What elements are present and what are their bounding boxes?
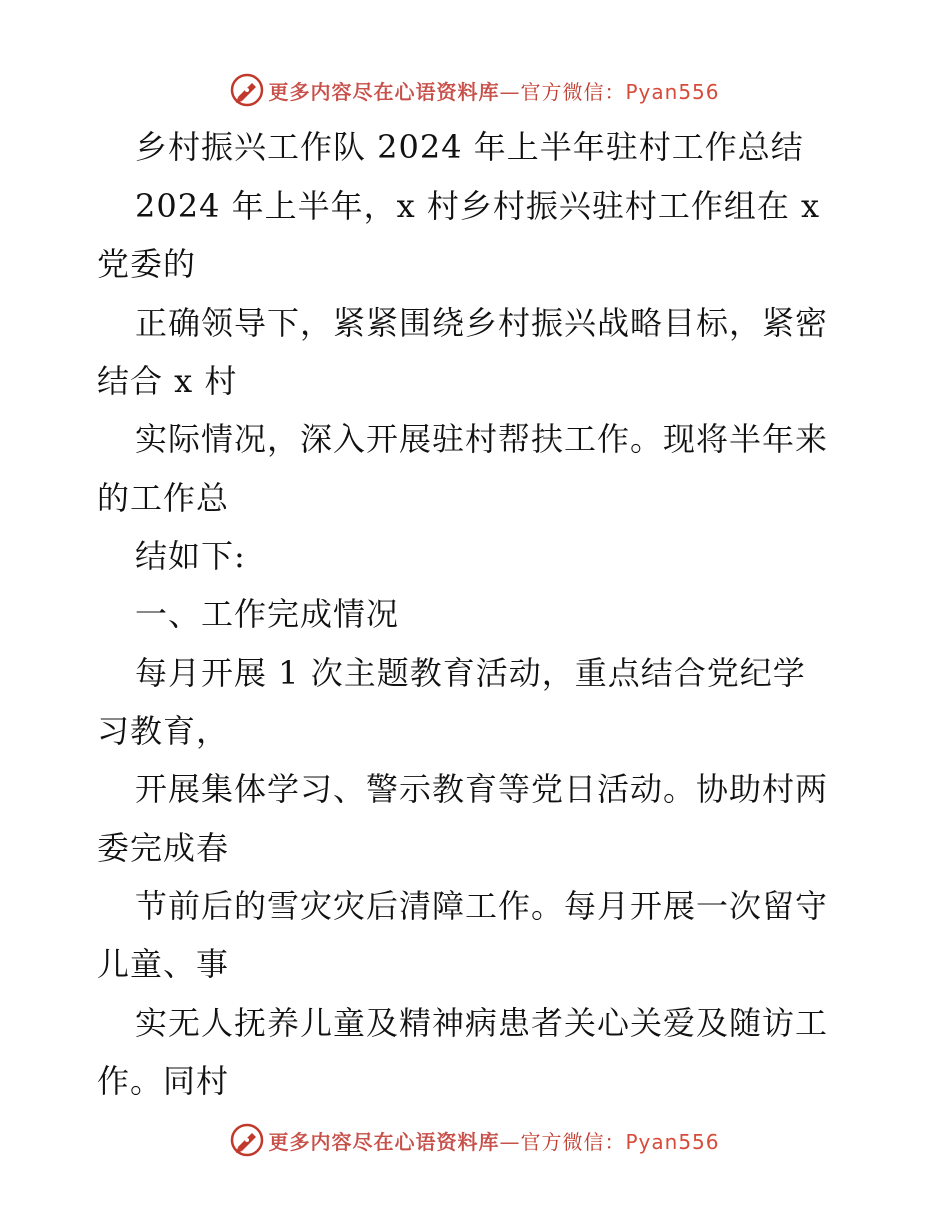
paragraph-line: 儿童、事 bbox=[97, 945, 230, 983]
section-heading: 一、工作完成情况 bbox=[135, 595, 400, 633]
paragraph-line: 每月开展 1 次主题教育活动，重点结合党纪学 bbox=[135, 654, 806, 692]
watermark-banner-bottom bbox=[0, 1120, 950, 1160]
watermark-dash: — bbox=[499, 1129, 521, 1154]
paragraph-line: 正确领导下，紧紧围绕乡村振兴战略目标，紧密 bbox=[135, 304, 829, 342]
paragraph-line: 习教育， bbox=[97, 712, 230, 750]
watermark-text: 更多内容尽在心语资料库 bbox=[268, 79, 500, 104]
paragraph-line: 党委的 bbox=[97, 245, 197, 283]
paragraph-line: 作。同村 bbox=[97, 1062, 230, 1100]
pen-logo-icon bbox=[230, 1123, 264, 1157]
paragraph-line: 委完成春 bbox=[97, 829, 230, 867]
watermark-suffix: 官方微信： bbox=[520, 79, 626, 104]
paragraph-line: 节前后的雪灾灾后清障工作。每月开展一次留守 bbox=[135, 887, 829, 925]
paragraph-line: 结合 x 村 bbox=[97, 362, 238, 400]
watermark-suffix: 官方微信： bbox=[520, 1129, 626, 1154]
document-title: 乡村振兴工作队 2024 年上半年驻村工作总结 bbox=[135, 128, 804, 166]
paragraph-line: 开展集体学习、警示教育等党日活动。协助村两 bbox=[135, 770, 829, 808]
pen-logo-icon bbox=[230, 73, 264, 107]
paragraph-line: 2024 年上半年，x 村乡村振兴驻村工作组在 x bbox=[135, 187, 821, 225]
watermark-text: 更多内容尽在心语资料库 bbox=[268, 1129, 500, 1154]
watermark-banner-top bbox=[0, 70, 950, 110]
paragraph-line: 实无人抚养儿童及精神病患者关心关爱及随访工 bbox=[135, 1004, 829, 1042]
watermark-account: Pyan556 bbox=[625, 79, 720, 104]
paragraph-line: 实际情况，深入开展驻村帮扶工作。现将半年来 bbox=[135, 420, 829, 458]
paragraph-line: 的工作总 bbox=[97, 479, 230, 517]
watermark-dash: — bbox=[499, 79, 521, 104]
watermark-account: Pyan556 bbox=[625, 1129, 720, 1154]
paragraph-line: 结如下: bbox=[135, 537, 246, 575]
